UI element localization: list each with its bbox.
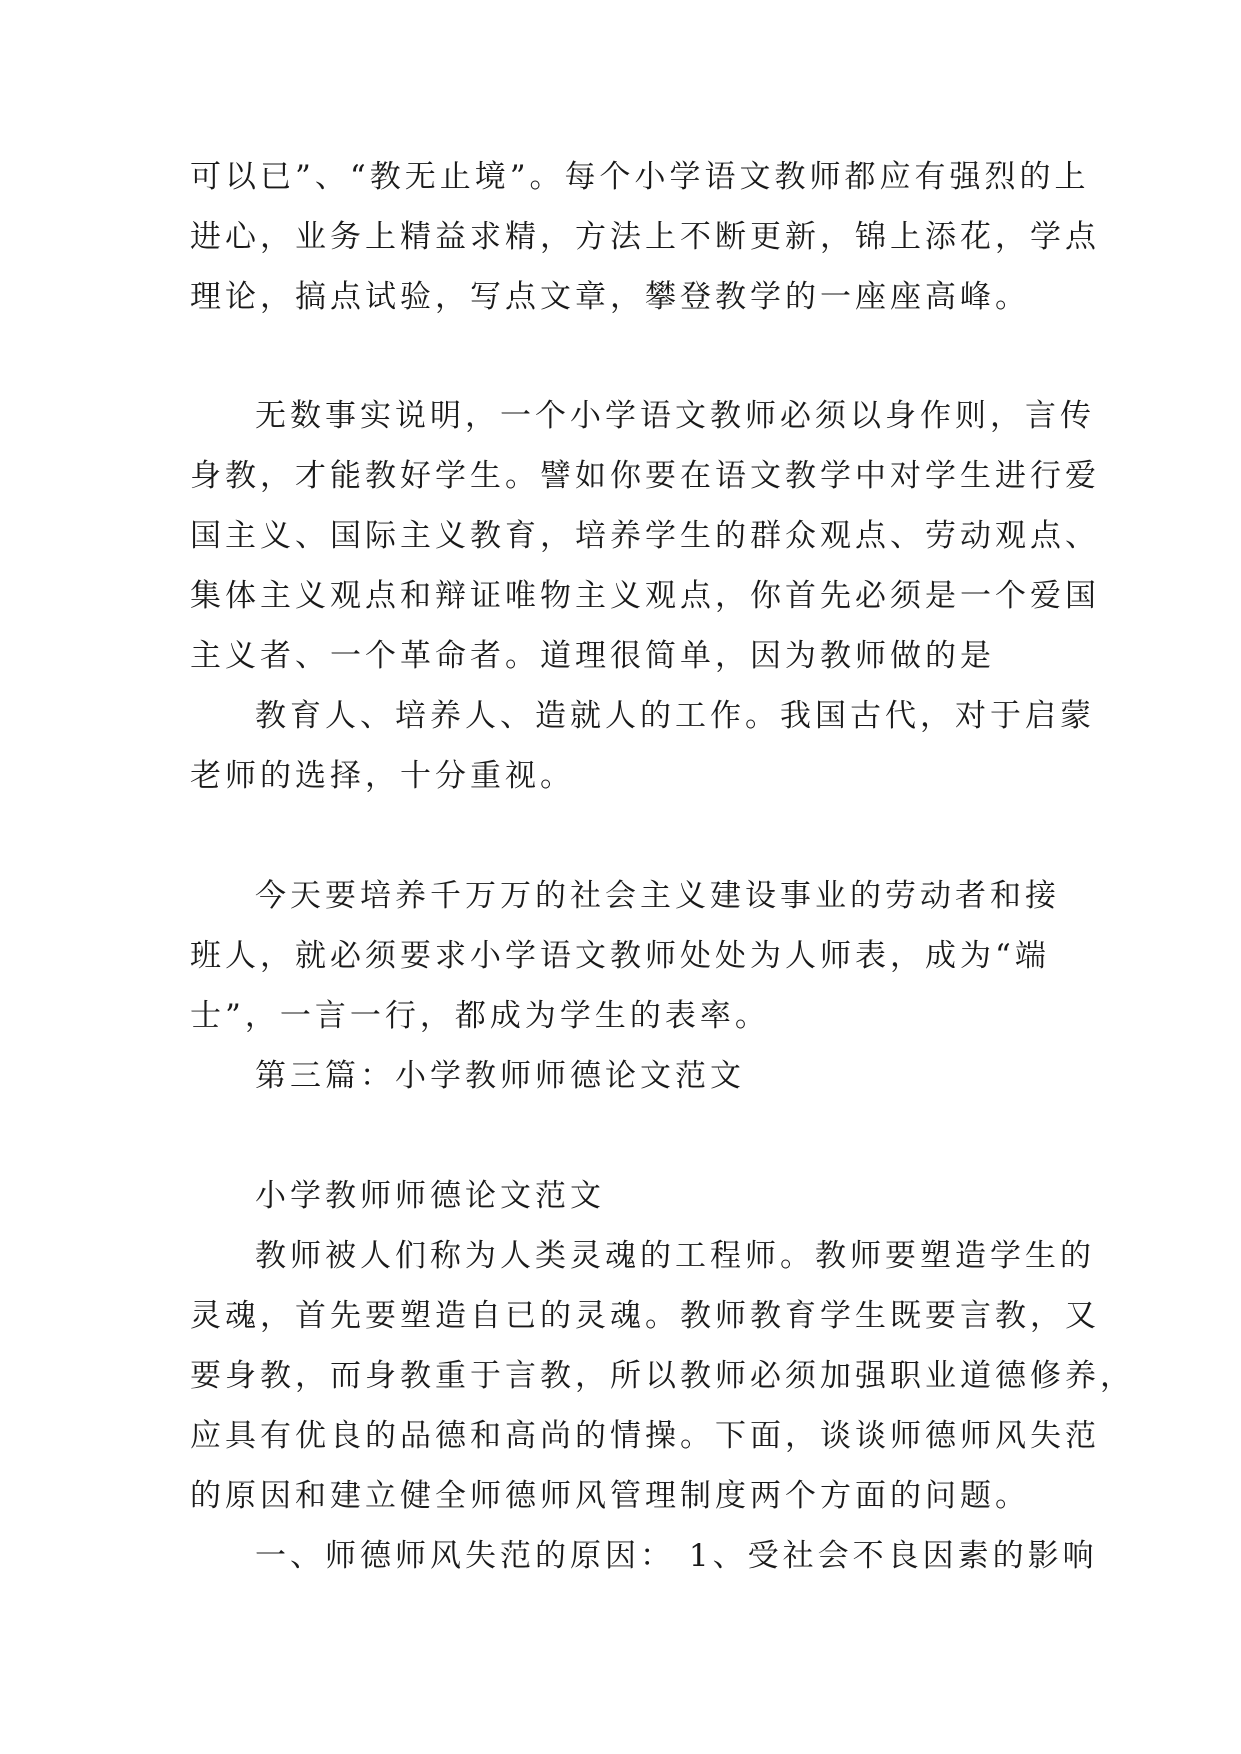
paragraph-start-line: 无数事实说明，一个小学语文教师必须以身作则，言传 xyxy=(255,398,1095,434)
text-line: 老师的选择，十分重视。 xyxy=(190,758,575,794)
text-line: 灵魂，首先要塑造自已的灵魂。教师教育学生既要言教，又 xyxy=(190,1298,1100,1334)
text-line: 的原因和建立健全师德师风管理制度两个方面的问题。 xyxy=(190,1478,1030,1514)
article-title: 小学教师师德论文范文 xyxy=(255,1178,605,1214)
text-line: 主义者、一个革命者。道理很简单，因为教师做的是 xyxy=(190,638,995,674)
text-line: 集体主义观点和辩证唯物主义观点，你首先必须是一个爱国 xyxy=(190,578,1100,614)
text-line: 国主义、国际主义教育，培养学生的群众观点、劳动观点、 xyxy=(190,518,1100,554)
paragraph-start-line: 教师被人们称为人类灵魂的工程师。教师要塑造学生的 xyxy=(255,1238,1095,1274)
text-line: 应具有优良的品德和高尚的情操。下面，谈谈师德师风失范 xyxy=(190,1418,1100,1454)
paragraph-start-line: 一、师德师风失范的原因： 1、受社会不良因素的影响 xyxy=(255,1538,1098,1574)
text-line: 身教，才能教好学生。譬如你要在语文教学中对学生进行爱 xyxy=(190,458,1100,494)
text-line: 班人，就必须要求小学语文教师处处为人师表，成为“端 xyxy=(190,938,1050,974)
text-line: 理论，搞点试验，写点文章，攀登教学的一座座高峰。 xyxy=(190,279,1030,315)
paragraph-start-line: 今天要培养千万万的社会主义建设事业的劳动者和接 xyxy=(255,878,1060,914)
text-line: 要身教，而身教重于言教，所以教师必须加强职业道德修养， xyxy=(190,1358,1135,1394)
section-heading: 第三篇：小学教师师德论文范文 xyxy=(255,1058,745,1094)
text-line: 士”，一言一行，都成为学生的表率。 xyxy=(190,998,770,1034)
text-line: 可以已”、“教无止境”。每个小学语文教师都应有强烈的上 xyxy=(190,159,1090,195)
text-line: 进心，业务上精益求精，方法上不断更新，锦上添花，学点 xyxy=(190,219,1100,255)
paragraph-start-line: 教育人、培养人、造就人的工作。我国古代，对于启蒙 xyxy=(255,698,1095,734)
